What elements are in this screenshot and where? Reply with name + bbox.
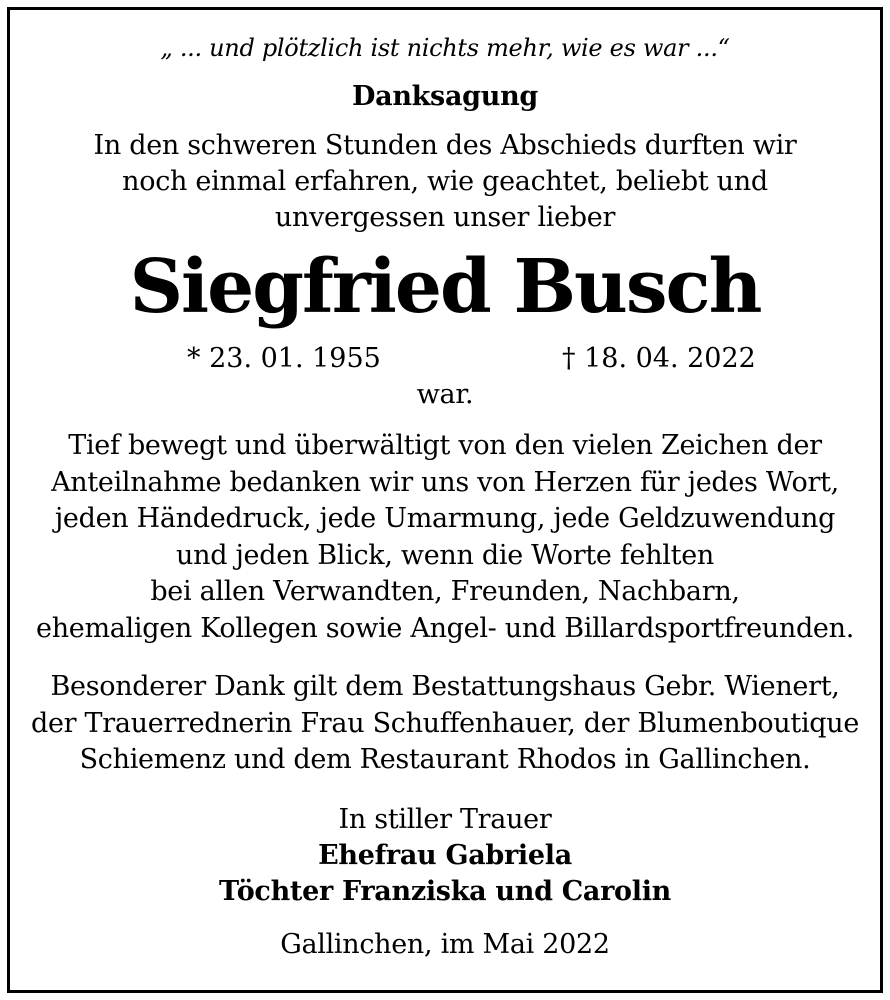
intro-paragraph (0, 128, 890, 236)
mourning-line: In stiller Trauer (338, 804, 552, 835)
heading-danksagung: Danksagung (352, 81, 538, 112)
intro-line: unvergessen unser lieber (274, 202, 616, 233)
thanks-line: Anteilnahme bedanken wir uns von Herzen für jedes Wort, (51, 466, 839, 498)
thanks-line: bei allen Verwandten, Freunden, Nachbarn, (150, 576, 740, 607)
thanks-line: jeden Händedruck, jede Umarmung, jede Geldzuwendung (54, 503, 836, 534)
family-member: Töchter Franziska und Carolin (218, 876, 672, 907)
place-and-date: Gallinchen, im Mai 2022 (280, 929, 610, 960)
thanks-line: Tief bewegt und überwältigt von den vielen Zeichen der (68, 430, 822, 461)
family-signatures (0, 838, 890, 910)
life-dates (0, 341, 890, 377)
opening-quote: „ ... und plötzlich ist nichts mehr, wie es war ...“ (160, 34, 730, 62)
special-thanks-paragraph (0, 669, 890, 779)
intro-line: noch einmal erfahren, wie geachtet, beliebt und (122, 166, 768, 197)
intro-line: In den schweren Stunden des Abschieds durften wir (93, 130, 797, 161)
family-member: Ehefrau Gabriela (318, 840, 572, 871)
birth-date: * 23. 01. 1955 (187, 343, 381, 374)
death-date: † 18. 04. 2022 (562, 343, 756, 374)
thanks-paragraph (0, 428, 890, 647)
special-thanks-line: Schiemenz und dem Restaurant Rhodos in Gallinchen. (79, 744, 811, 775)
thanks-line: und jeden Blick, wenn die Worte fehlten (176, 539, 714, 571)
special-thanks-line: Besonderer Dank gilt dem Bestattungshaus Gebr. Wienert, (50, 671, 840, 702)
war-word: war. (416, 379, 474, 410)
deceased-name: Siegfried Busch (129, 244, 761, 330)
thanks-line: ehemaligen Kollegen sowie Angel- und Billardsportfreunden. (36, 612, 854, 644)
special-thanks-line: der Trauerrednerin Frau Schuffenhauer, der Blumenboutique (30, 707, 860, 739)
